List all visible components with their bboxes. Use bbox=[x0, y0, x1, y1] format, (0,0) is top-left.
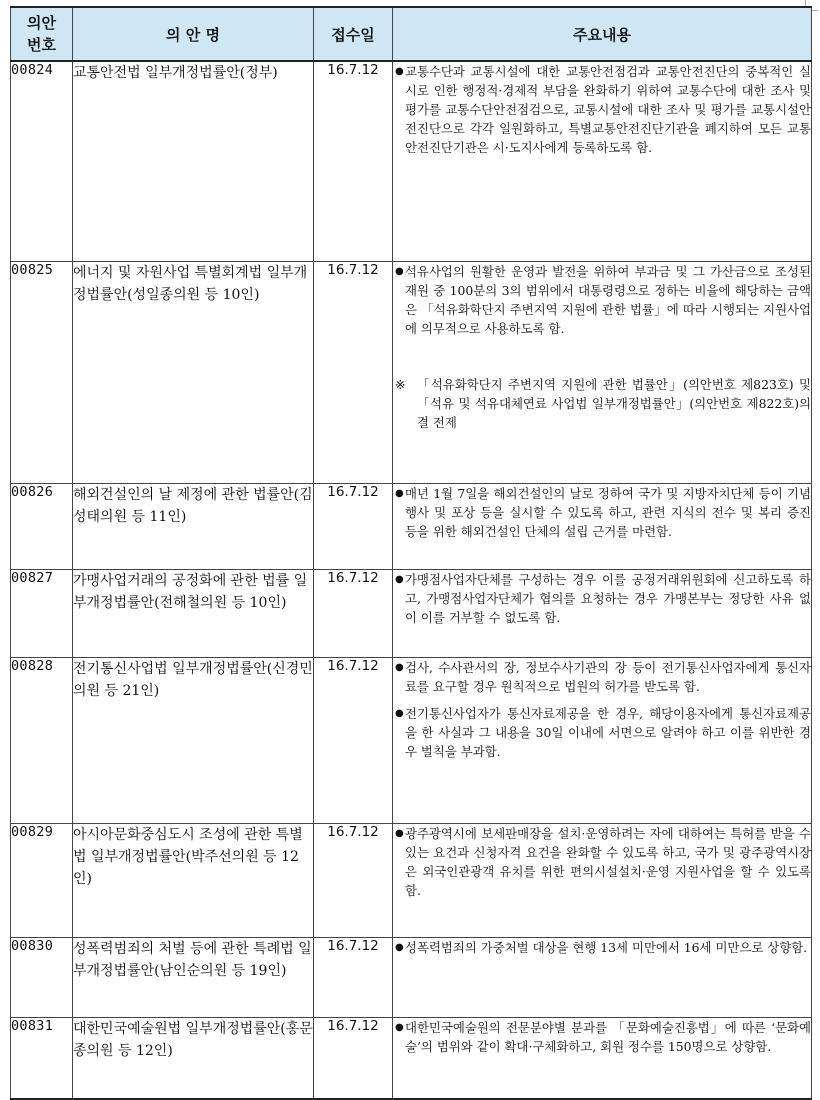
content-bullet bbox=[393, 704, 811, 761]
reference-mark-icon: ※ bbox=[395, 376, 406, 392]
receipt-date: 16.7.12 bbox=[314, 937, 393, 1017]
receipt-date: 16.7.12 bbox=[314, 823, 393, 937]
bill-number: 00825 bbox=[11, 261, 73, 483]
receipt-date: 16.7.12 bbox=[314, 657, 393, 823]
bullet-dot-icon: ● bbox=[395, 827, 404, 839]
bullet-text: 대한민국예술원의 전문분야별 분과를 「문화예술진흥법」에 따른 ‘문화예술’의 범위와 같이 확대·구체화하고, 회원 정수를 150명으로 상향함. bbox=[405, 1019, 811, 1054]
bullet-dot-icon: ● bbox=[395, 661, 404, 673]
bullet-dot-icon: ● bbox=[395, 941, 404, 953]
content-bullet bbox=[393, 484, 811, 541]
main-content bbox=[393, 1017, 812, 1099]
bill-table bbox=[10, 6, 812, 1100]
table-row bbox=[11, 261, 812, 483]
main-content bbox=[393, 569, 812, 657]
receipt-date: 16.7.12 bbox=[314, 483, 393, 569]
bill-name: 가맹사업거래의 공정화에 관한 법률 일부개정법률안(전해철의원 등 10인) bbox=[73, 569, 314, 657]
content-bullet bbox=[393, 570, 811, 627]
bill-number: 00828 bbox=[11, 657, 73, 823]
bill-number: 00826 bbox=[11, 483, 73, 569]
bill-name: 아시아문화중심도시 조성에 관한 특별법 일부개정법률안(박주선의원 등 12인) bbox=[73, 823, 314, 937]
main-content bbox=[393, 261, 812, 483]
bill-number: 00830 bbox=[11, 937, 73, 1017]
bullet-text: 석유사업의 원활한 운영과 발전을 위하여 부과금 및 그 가산금으로 조성된 재원 중 100분의 3의 범위에서 대통령령으로 정하는 비율에 해당하는 금액은 「석유화학단지 주변지역 지원에 관한 법률」에 따라 시행되는 지원사업에 의무적으로 사용하도록 함. bbox=[405, 263, 811, 336]
bill-name: 해외건설인의 날 제정에 관한 법률안(김성태의원 등 11인) bbox=[73, 483, 314, 569]
table-row bbox=[11, 483, 812, 569]
bill-name: 대한민국예술원법 일부개정법률안(홍문종의원 등 12인) bbox=[73, 1017, 314, 1099]
header-bill-number-line2: 번호 bbox=[27, 36, 56, 54]
header-main-content: 주요내용 bbox=[393, 7, 812, 61]
content-bullet bbox=[393, 262, 811, 338]
bullet-text: 성폭력범죄의 가중처벌 대상을 현행 13세 미만에서 16세 미만으로 상향함. bbox=[405, 939, 808, 955]
bill-number: 00829 bbox=[11, 823, 73, 937]
bullet-text: 매년 1월 7일을 해외건설인의 날로 정하여 국가 및 지방자치단체 등이 기념행사 및 포상 등을 실시할 수 있도록 하고, 관련 지식의 전수 및 복리 증진 등을 위한 해외건설인 단체의 설립 근거를 마련함. bbox=[405, 485, 811, 539]
header-bill-name: 의 안 명 bbox=[73, 7, 314, 61]
table-row bbox=[11, 657, 812, 823]
bill-name: 교통안전법 일부개정법률안(정부) bbox=[73, 61, 314, 261]
bill-name: 에너지 및 자원사업 특별회계법 일부개정법률안(성일종의원 등 10인) bbox=[73, 261, 314, 483]
bullet-text: 교통수단과 교통시설에 대한 교통안전점검과 교통안전진단의 중복적인 실시로 인한 행정적·경제적 부담을 완화하기 위하여 교통수단에 대한 조사 및 평가를 교통수단안전점검으로, 교통시설에 대한 조사 및 평가를 교통시설안전진단으로 각각 일원화하고, 특별교통안전진단기관을 폐지하여 모든 교통안전진단기관은 시·도지사에게 등록하도록 함. bbox=[405, 64, 811, 155]
main-content bbox=[393, 823, 812, 937]
header-bill-number bbox=[11, 7, 73, 61]
content-bullet bbox=[393, 658, 811, 696]
bullet-dot-icon: ● bbox=[395, 487, 404, 499]
receipt-date: 16.7.12 bbox=[314, 569, 393, 657]
bill-number: 00824 bbox=[11, 61, 73, 261]
receipt-date: 16.7.12 bbox=[314, 61, 393, 261]
table-row bbox=[11, 823, 812, 937]
bill-name: 전기통신사업법 일부개정법률안(신경민의원 등 21인) bbox=[73, 657, 314, 823]
bullet-dot-icon: ● bbox=[395, 66, 404, 77]
table-row bbox=[11, 569, 812, 657]
bill-number: 00831 bbox=[11, 1017, 73, 1099]
main-content bbox=[393, 937, 812, 1017]
bill-name: 성폭력범죄의 처벌 등에 관한 특례법 일부개정법률안(남인순의원 등 19인) bbox=[73, 937, 314, 1017]
content-bullet bbox=[393, 824, 811, 900]
content-bullet bbox=[393, 62, 811, 157]
header-bill-number-line1: 의안 bbox=[27, 14, 56, 32]
main-content bbox=[393, 61, 812, 261]
bullet-dot-icon: ● bbox=[395, 707, 404, 719]
content-note bbox=[393, 375, 811, 432]
table-row bbox=[11, 61, 812, 261]
table-row bbox=[11, 1017, 812, 1099]
table-row bbox=[11, 937, 812, 1017]
main-content bbox=[393, 483, 812, 569]
bullet-text: 가맹점사업자단체를 구성하는 경우 이를 공정거래위원회에 신고하도록 하고, 가맹점사업자단체가 협의를 요청하는 경우 가맹본부는 정당한 사유 없이 이를 거부할 수 없도록 함. bbox=[405, 571, 811, 625]
bullet-dot-icon: ● bbox=[395, 265, 404, 277]
header-receipt-date: 접수일 bbox=[314, 7, 393, 61]
note-text: 「석유화학단지 주변지역 지원에 관한 법률안」(의안번호 제823호) 및 「석유 및 석유대체연료 사업법 일부개정법률안」(의안번호 제822호)의결 전제 bbox=[417, 376, 811, 430]
bullet-dot-icon: ● bbox=[395, 573, 404, 585]
bullet-text: 검사, 수사관서의 장, 정보수사기관의 장 등이 전기통신사업자에게 통신자료를 요구할 경우 원칙적으로 법원의 허가를 받도록 함. bbox=[405, 659, 811, 694]
table-header-row bbox=[11, 7, 812, 61]
bullet-text: 광주광역시에 보세판매장을 설치·운영하려는 자에 대하여는 특허를 받을 수 있는 요건과 신청자격 요건을 완화할 수 있도록 하고, 국가 및 광주광역시장은 외국인관광객 유치를 위한 편의시설설치·운영 지원사업을 할 수 있도록 함. bbox=[405, 825, 811, 898]
bill-number: 00827 bbox=[11, 569, 73, 657]
content-bullet bbox=[393, 1018, 811, 1056]
main-content bbox=[393, 657, 812, 823]
bullet-text: 전기통신사업자가 통신자료제공을 한 경우, 해당이용자에게 통신자료제공을 한 사실과 그 내용을 30일 이내에 서면으로 알려야 하고 이를 위반한 경우 벌칙을 부과함. bbox=[405, 705, 811, 759]
receipt-date: 16.7.12 bbox=[314, 1017, 393, 1099]
content-bullet bbox=[393, 938, 811, 957]
bullet-dot-icon: ● bbox=[395, 1021, 404, 1033]
receipt-date: 16.7.12 bbox=[314, 261, 393, 483]
